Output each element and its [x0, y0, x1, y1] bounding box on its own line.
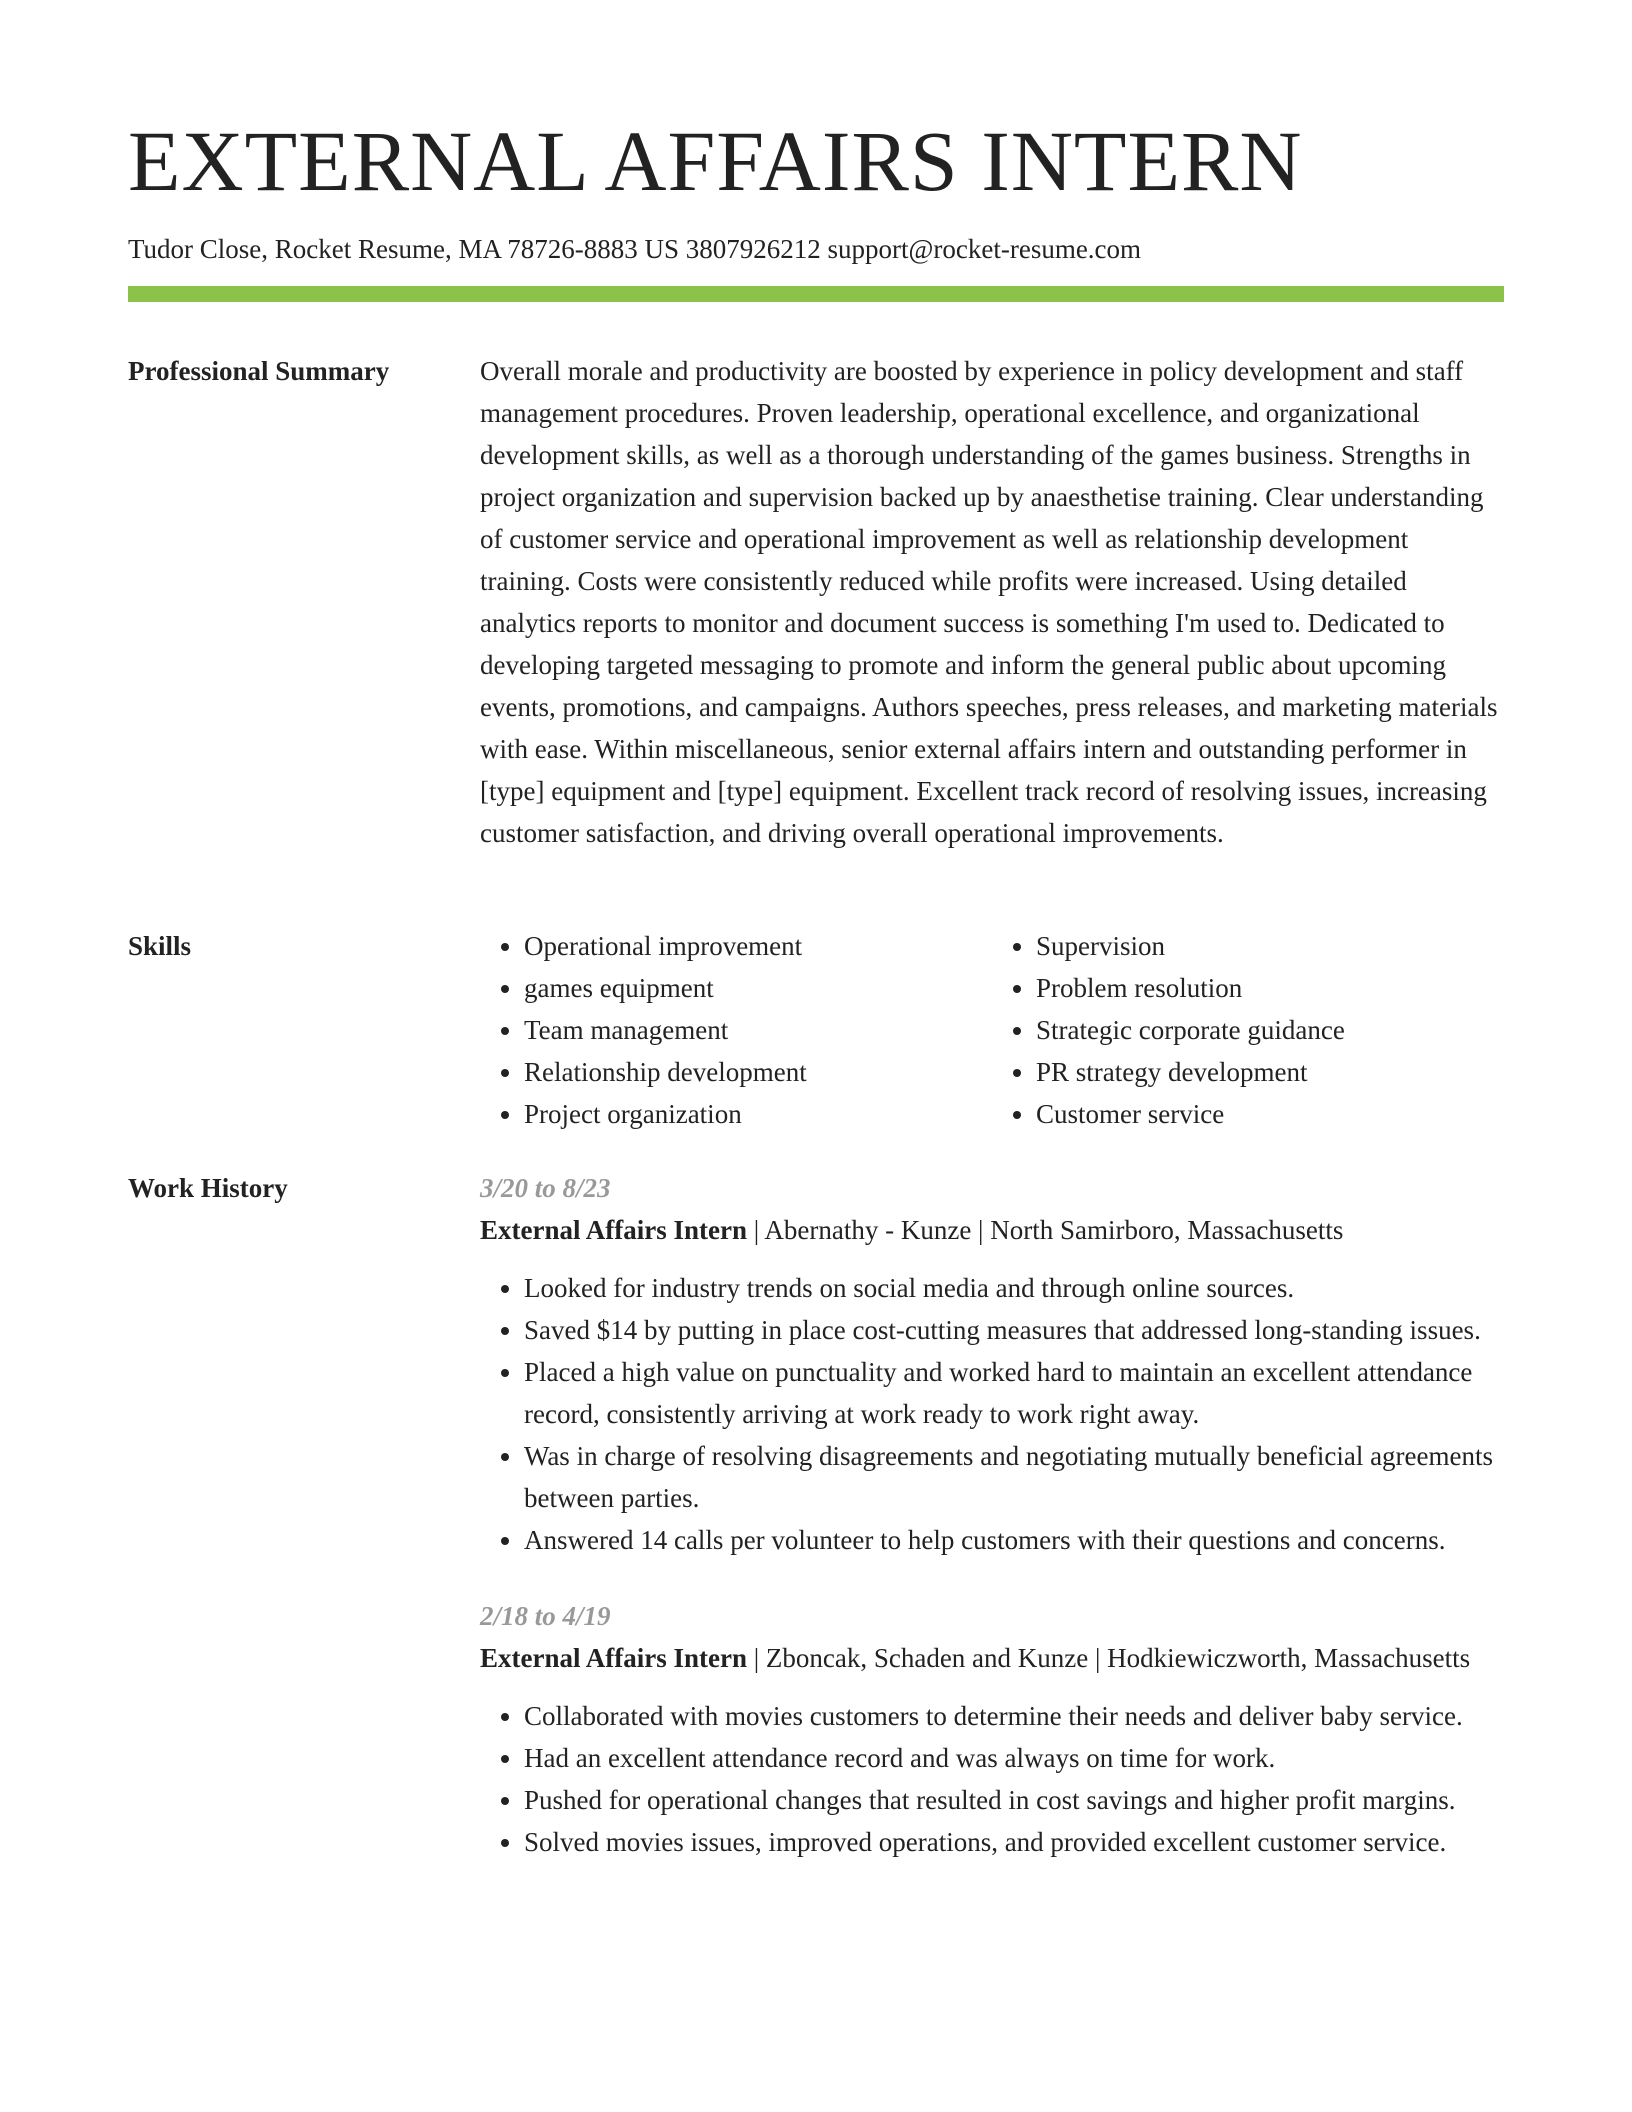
- skill-item: • Project organization: [524, 1093, 992, 1135]
- job-bullet-list: [480, 1695, 1504, 1863]
- summary-text: Overall morale and productivity are boosted by experience in policy development and staff management procedures. Proven leadership, operational excellence, and organizational development skills, as well as a thorough understanding of the games business. Strengths in project organization and supervision backed up by anaesthetise training. Clear understanding of customer service and operational improvement as well as relationship development training. Costs were consistently reduced while profits were increased. Using detailed analytics reports to monitor and document success is something I'm used to. Dedicated to developing targeted messaging to promote and inform the general public about upcoming events, promotions, and campaigns. Authors speeches, press releases, and marketing materials with ease. Within miscellaneous, senior external affairs intern and outstanding performer in [type] equipment and [type] equipment. Excellent track record of resolving issues, increasing customer satisfaction, and driving overall operational improvements.: [480, 356, 1498, 848]
- skills-list-right: [992, 925, 1504, 1135]
- job-bullet: • Looked for industry trends on social media and through online sources.: [524, 1267, 1504, 1309]
- skill-item: • Customer service: [1036, 1093, 1504, 1135]
- job-bullet: • Pushed for operational changes that resulted in cost savings and higher profit margins.: [524, 1779, 1504, 1821]
- skills-body: [480, 925, 1504, 1135]
- contact-info: Tudor Close, Rocket Resume, MA 78726-8883 US 3807926212 support@rocket-resume.com: [128, 234, 1142, 264]
- skill-item: • Operational improvement: [524, 925, 992, 967]
- job-entry: [480, 1595, 1504, 1863]
- skill-item: • PR strategy development: [1036, 1051, 1504, 1093]
- summary-body: [480, 350, 1504, 854]
- job-bullet: • Answered 14 calls per volunteer to help customers with their questions and concerns.: [524, 1519, 1504, 1561]
- job-bullet: • Was in charge of resolving disagreements and negotiating mutually beneficial agreements between parties.: [524, 1435, 1504, 1519]
- job-header: [480, 1209, 1504, 1251]
- job-bullet: • Solved movies issues, improved operations, and provided excellent customer service.: [524, 1821, 1504, 1863]
- skills-heading: Skills: [128, 931, 192, 961]
- job-details: | Abernathy - Kunze | North Samirboro, Massachusetts: [746, 1215, 1344, 1245]
- skill-item: • Problem resolution: [1036, 967, 1504, 1009]
- job-dates: 2/18 to 4/19: [480, 1601, 611, 1631]
- job-title: External Affairs Intern: [480, 1215, 747, 1245]
- skill-item: • Team management: [524, 1009, 992, 1051]
- job-bullet: • Placed a high value on punctuality and worked hard to maintain an excellent attendance record, consistently arriving at work ready to work right away.: [524, 1351, 1504, 1435]
- work-history-heading: Work History: [128, 1173, 288, 1203]
- job-title: External Affairs Intern: [480, 1643, 747, 1673]
- job-header: [480, 1637, 1504, 1679]
- job-bullet: • Had an excellent attendance record and was always on time for work.: [524, 1737, 1504, 1779]
- job-bullet: • Collaborated with movies customers to determine their needs and deliver baby service.: [524, 1695, 1504, 1737]
- job-details: | Zboncak, Schaden and Kunze | Hodkiewiczworth, Massachusetts: [746, 1643, 1471, 1673]
- resume-title: EXTERNAL AFFAIRS INTERN: [128, 113, 1303, 209]
- header-divider: [128, 286, 1504, 302]
- work-history-body: [480, 1167, 1504, 1897]
- skill-item: • Strategic corporate guidance: [1036, 1009, 1504, 1051]
- job-bullet-list: [480, 1267, 1504, 1561]
- skill-item: • Supervision: [1036, 925, 1504, 967]
- skill-item: • Relationship development: [524, 1051, 992, 1093]
- job-dates: 3/20 to 8/23: [480, 1173, 611, 1203]
- job-bullet: • Saved $14 by putting in place cost-cutting measures that addressed long-standing issues.: [524, 1309, 1504, 1351]
- job-entry: [480, 1167, 1504, 1561]
- skills-columns: [480, 925, 1504, 1135]
- summary-heading: Professional Summary: [128, 356, 390, 386]
- skills-list-left: [480, 925, 992, 1135]
- skill-item: • games equipment: [524, 967, 992, 1009]
